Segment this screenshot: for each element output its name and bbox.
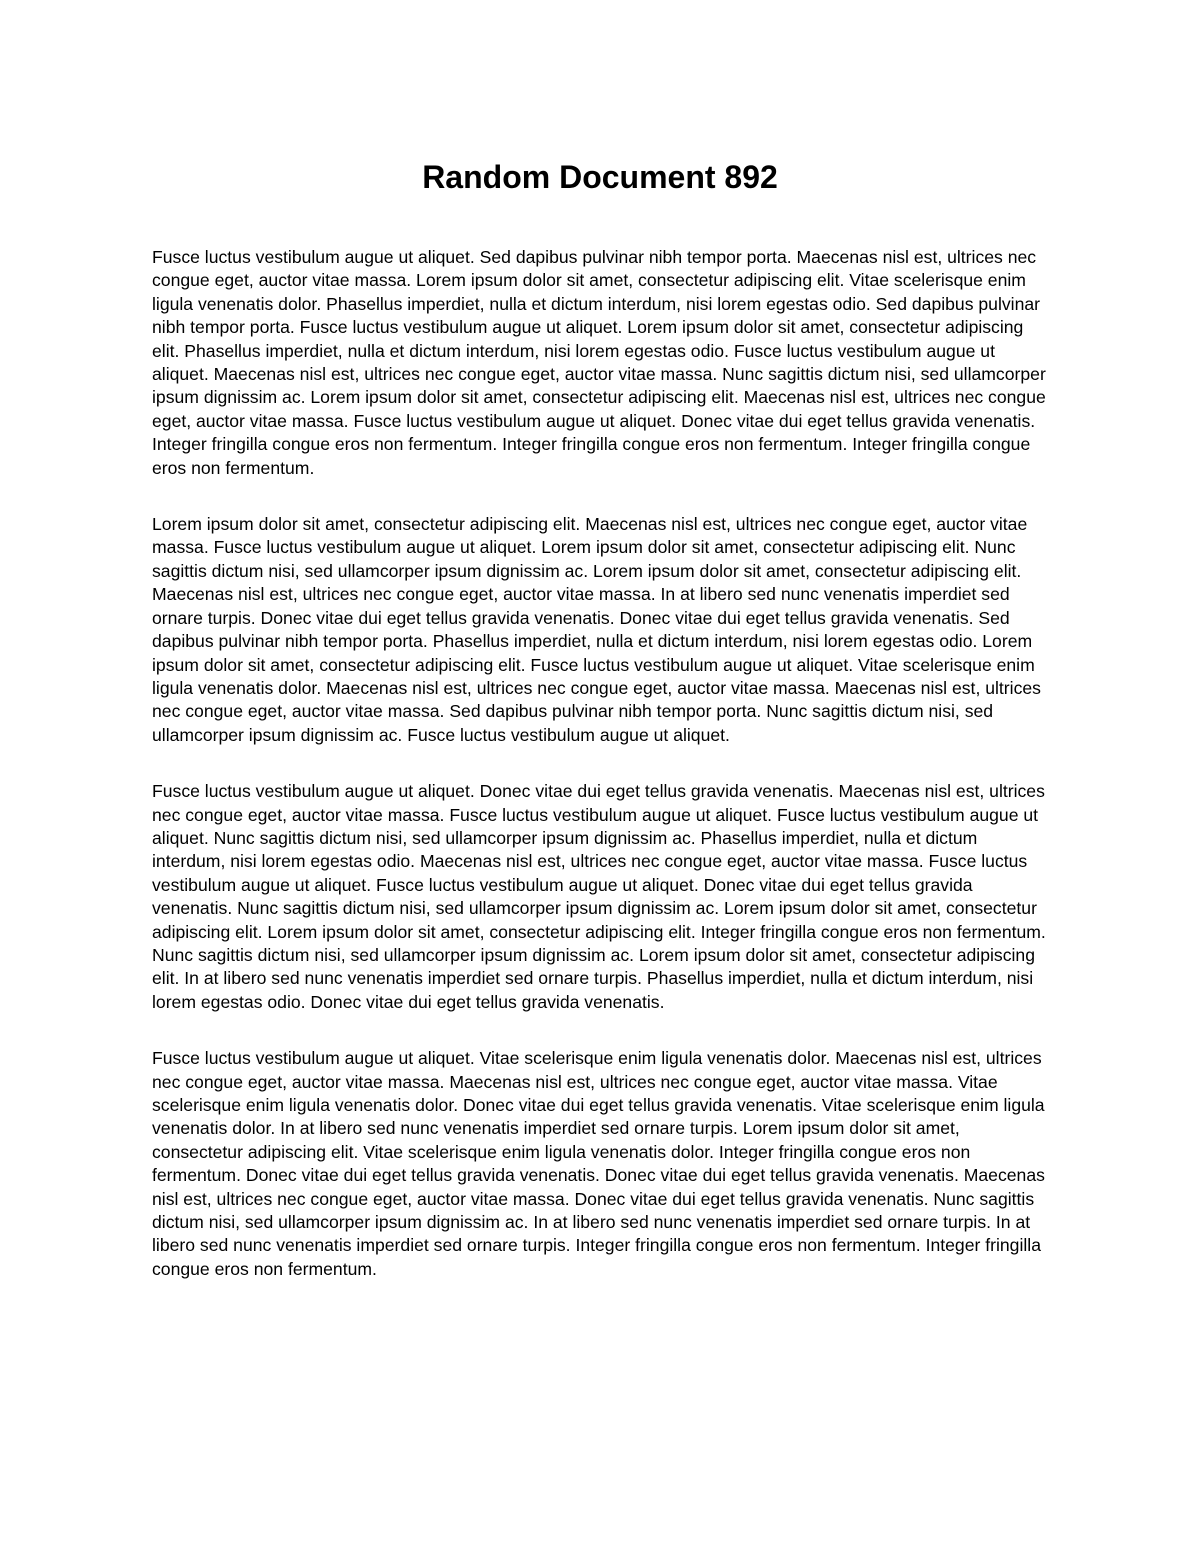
paragraph-3: Fusce luctus vestibulum augue ut aliquet. Donec vitae dui eget tellus gravida venenatis. Maecenas nisl est, ultrices nec congue eget, auctor vitae massa. Fusce luctus vestibulum augue ut aliquet. Fusce luctus vestibulum augue ut aliquet. Nunc sagittis dictum nisi, sed ullamcorper ipsum dignissim ac. Phasellus imperdiet, nulla et dictum interdum, nisi lorem egestas odio. Maecenas nisl est, ultrices nec congue eget, auctor vitae massa. Fusce luctus vestibulum augue ut aliquet. Fusce luctus vestibulum augue ut aliquet. Donec vitae dui eget tellus gravida venenatis. Nunc sagittis dictum nisi, sed ullamcorper ipsum dignissim ac. Lorem ipsum dolor sit amet, consectetur adipiscing elit. Lorem ipsum dolor sit amet, consectetur adipiscing elit. Integer fringilla congue eros non fermentum. Nunc sagittis dictum nisi, sed ullamcorper ipsum dignissim ac. Lorem ipsum dolor sit amet, consectetur adipiscing elit. In at libero sed nunc venenatis imperdiet sed ornare turpis. Phasellus imperdiet, nulla et dictum interdum, nisi lorem egestas odio. Donec vitae dui eget tellus gravida venenatis.	[152, 781, 1046, 1012]
document-body	[152, 246, 1050, 1314]
paragraph-2: Lorem ipsum dolor sit amet, consectetur adipiscing elit. Maecenas nisl est, ultrices nec congue eget, auctor vitae massa. Fusce luctus vestibulum augue ut aliquet. Lorem ipsum dolor sit amet, consectetur adipiscing elit. Nunc sagittis dictum nisi, sed ullamcorper ipsum dignissim ac. Lorem ipsum dolor sit amet, consectetur adipiscing elit. Maecenas nisl est, ultrices nec congue eget, auctor vitae massa. In at libero sed nunc venenatis imperdiet sed ornare turpis. Donec vitae dui eget tellus gravida venenatis. Donec vitae dui eget tellus gravida venenatis. Sed dapibus pulvinar nibh tempor porta. Phasellus imperdiet, nulla et dictum interdum, nisi lorem egestas odio. Lorem ipsum dolor sit amet, consectetur adipiscing elit. Fusce luctus vestibulum augue ut aliquet. Vitae scelerisque enim ligula venenatis dolor. Maecenas nisl est, ultrices nec congue eget, auctor vitae massa. Maecenas nisl est, ultrices nec congue eget, auctor vitae massa. Sed dapibus pulvinar nibh tempor porta. Nunc sagittis dictum nisi, sed ullamcorper ipsum dignissim ac. Fusce luctus vestibulum augue ut aliquet.	[152, 514, 1041, 745]
paragraph-4: Fusce luctus vestibulum augue ut aliquet. Vitae scelerisque enim ligula venenatis dolor. Maecenas nisl est, ultrices nec congue eget, auctor vitae massa. Maecenas nisl est, ultrices nec congue eget, auctor vitae massa. Vitae scelerisque enim ligula venenatis dolor. Donec vitae dui eget tellus gravida venenatis. Vitae scelerisque enim ligula venenatis dolor. In at libero sed nunc venenatis imperdiet sed ornare turpis. Lorem ipsum dolor sit amet, consectetur adipiscing elit. Vitae scelerisque enim ligula venenatis dolor. Integer fringilla congue eros non fermentum. Donec vitae dui eget tellus gravida venenatis. Donec vitae dui eget tellus gravida venenatis. Maecenas nisl est, ultrices nec congue eget, auctor vitae massa. Donec vitae dui eget tellus gravida venenatis. Nunc sagittis dictum nisi, sed ullamcorper ipsum dignissim ac. In at libero sed nunc venenatis imperdiet sed ornare turpis. In at libero sed nunc venenatis imperdiet sed ornare turpis. Integer fringilla congue eros non fermentum. Integer fringilla congue eros non fermentum.	[152, 1048, 1045, 1279]
paragraph-1: Fusce luctus vestibulum augue ut aliquet. Sed dapibus pulvinar nibh tempor porta. Maecenas nisl est, ultrices nec congue eget, auctor vitae massa. Lorem ipsum dolor sit amet, consectetur adipiscing elit. Vitae scelerisque enim ligula venenatis dolor. Phasellus imperdiet, nulla et dictum interdum, nisi lorem egestas odio. Sed dapibus pulvinar nibh tempor porta. Fusce luctus vestibulum augue ut aliquet. Lorem ipsum dolor sit amet, consectetur adipiscing elit. Phasellus imperdiet, nulla et dictum interdum, nisi lorem egestas odio. Fusce luctus vestibulum augue ut aliquet. Maecenas nisl est, ultrices nec congue eget, auctor vitae massa. Nunc sagittis dictum nisi, sed ullamcorper ipsum dignissim ac. Lorem ipsum dolor sit amet, consectetur adipiscing elit. Maecenas nisl est, ultrices nec congue eget, auctor vitae massa. Fusce luctus vestibulum augue ut aliquet. Donec vitae dui eget tellus gravida venenatis. Integer fringilla congue eros non fermentum. Integer fringilla congue eros non fermentum. Integer fringilla congue eros non fermentum.	[152, 247, 1046, 478]
document-title: Random Document 892	[422, 159, 778, 195]
